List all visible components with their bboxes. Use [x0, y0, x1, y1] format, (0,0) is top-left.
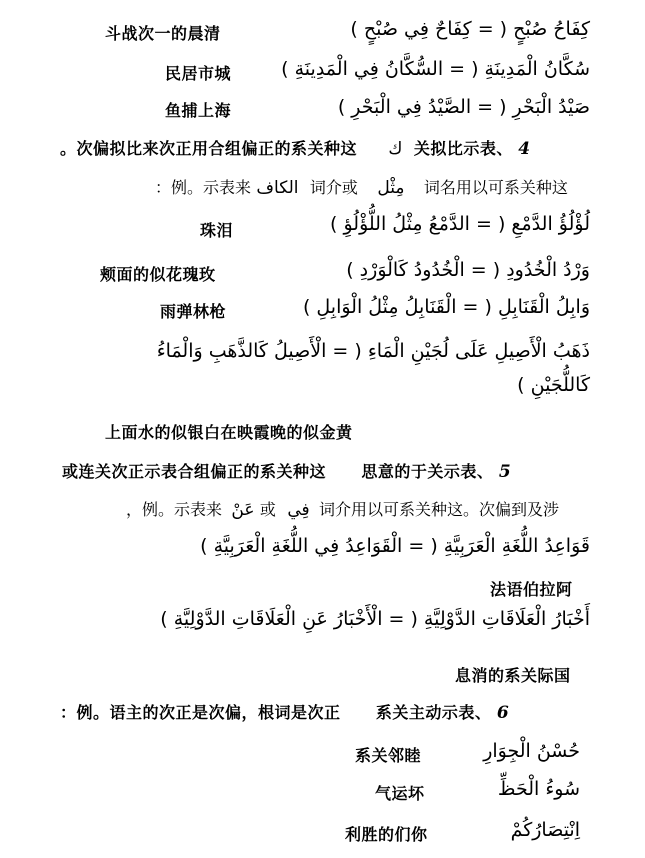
- section-4-note-start: ：例。示表来: [155, 178, 252, 197]
- section-4-note-kaf: الكاف: [256, 178, 299, 198]
- section-6-example-2-chinese: 气运坏: [375, 784, 425, 803]
- section-5-example-2-chinese: 息消的系关际国: [455, 666, 571, 685]
- section-6-number: 6: [496, 703, 509, 723]
- section-6-heading-start: ：例。语主的次正是次偏，根词是次正: [60, 703, 341, 722]
- section-5-heading-text: 或连关次正示表合组偏正的系关种这: [62, 462, 327, 481]
- section-4-heading: [60, 138, 530, 160]
- section-5-note-an: عَنْ: [231, 500, 255, 520]
- section-5-note-fi: فِي: [287, 500, 310, 520]
- section-6-example-2-arabic: سُوءُ الْحَظِّ: [497, 778, 580, 800]
- section-5-example-2-arabic: أَخْبَارُ الْعَلَاقَاتِ الدَّوْلِيَّةِ ( = الْأَخْبَارُ عَنِ الْعَلَاقَاتِ الدَّوْلِيَّةِ ): [160, 608, 590, 630]
- section-5-heading-end: 思意的于关示表、: [361, 462, 494, 481]
- section-6-example-3-arabic: اِنْتِصَارُكُمْ: [510, 819, 580, 841]
- row-1-chinese: 斗战次一的晨清: [105, 24, 221, 43]
- section-4-number: 4: [518, 139, 531, 159]
- section-6-heading: [60, 702, 509, 724]
- section-5-example-1-arabic: قَوَاعِدُ اللُّغَةِ الْعَرَبِيَّةِ ( = الْقَوَاعِدُ فِي اللُّغَةِ الْعَرَبِيَّةِ ): [200, 535, 590, 557]
- section-4-example-4-arabic-line-1: ذَهَبُ الْأَصِيلِ عَلَى لُجَيْنِ الْمَاءِ ( = الْأَصِيلُ كَالذَّهَبِ وَالْمَاءُ: [156, 340, 590, 362]
- section-4-heading-char: ﻙ: [388, 139, 403, 159]
- section-5-heading: [62, 461, 511, 483]
- section-5-note-or: 或: [259, 500, 276, 519]
- section-4-note-mithl: مِثْل: [377, 178, 405, 198]
- section-4-example-1-arabic: لُؤْلُؤُ الدَّمْعِ ( = الدَّمْعُ مِثْلُ اللُّؤْلُؤِ ): [330, 213, 590, 235]
- section-4-translation: 上面水的似银白在映霞晚的似金黄: [105, 423, 353, 442]
- section-4-note-end: 词名用以可系关种这: [423, 178, 568, 197]
- section-4-example-4-arabic-line-2: كَاللُّجَيْنِ ): [517, 374, 590, 396]
- section-4-example-3-arabic: وَابِلُ الْقَنَابِلِ ( = الْقَنَابِلُ مِثْلُ الْوَابِلِ ): [302, 296, 590, 318]
- section-5-note: [126, 499, 559, 521]
- row-2-arabic: سُكَّانُ الْمَدِينَةِ ( = السُّكَّانُ فِي الْمَدِينَةِ ): [281, 58, 590, 80]
- section-4-example-2-arabic: وَرْدُ الْخُدُودِ ( = الْخُدُودُ كَالْوَرْدِ ): [346, 259, 590, 281]
- section-4-heading-text2: 关拟比示表、: [413, 139, 513, 158]
- section-4-example-3-chinese: 雨弹林枪: [160, 302, 227, 321]
- section-4-note-mid: 词介或: [309, 178, 358, 197]
- section-6-example-1-chinese: 系关邻睦: [355, 746, 422, 765]
- row-3-chinese: 鱼捕上海: [165, 101, 232, 120]
- row-1-arabic: كِفَاحُ صُبْحٍ ( = كِفَاحٌ فِي صُبْحٍ ): [350, 18, 590, 40]
- row-3-arabic: صَيْدُ الْبَحْرِ ( = الصَّيْدُ فِي الْبَحْرِ ): [337, 96, 590, 118]
- row-2-chinese: 民居市城: [165, 64, 232, 83]
- section-5-example-1-chinese: 法语伯拉阿: [490, 580, 573, 599]
- section-4-example-1-chinese: 珠泪: [200, 221, 234, 240]
- section-6-example-1-arabic: حُسْنُ الْجِوَارِ: [483, 740, 580, 762]
- section-6-example-3-chinese: 利胜的们你: [345, 825, 428, 844]
- section-5-note-start: ，例。示表来: [126, 500, 223, 519]
- section-4-example-2-chinese: 颊面的似花瑰玫: [100, 265, 216, 284]
- section-5-number: 5: [498, 462, 511, 482]
- section-4-heading-text: 。次偏拟比来次正用合组偏正的系关种这: [60, 139, 358, 158]
- section-6-heading-end: 系关主动示表、: [375, 703, 492, 722]
- section-5-note-end: 词介用以可系关种这。次偏到及涉: [319, 500, 560, 519]
- section-4-note: [155, 177, 568, 199]
